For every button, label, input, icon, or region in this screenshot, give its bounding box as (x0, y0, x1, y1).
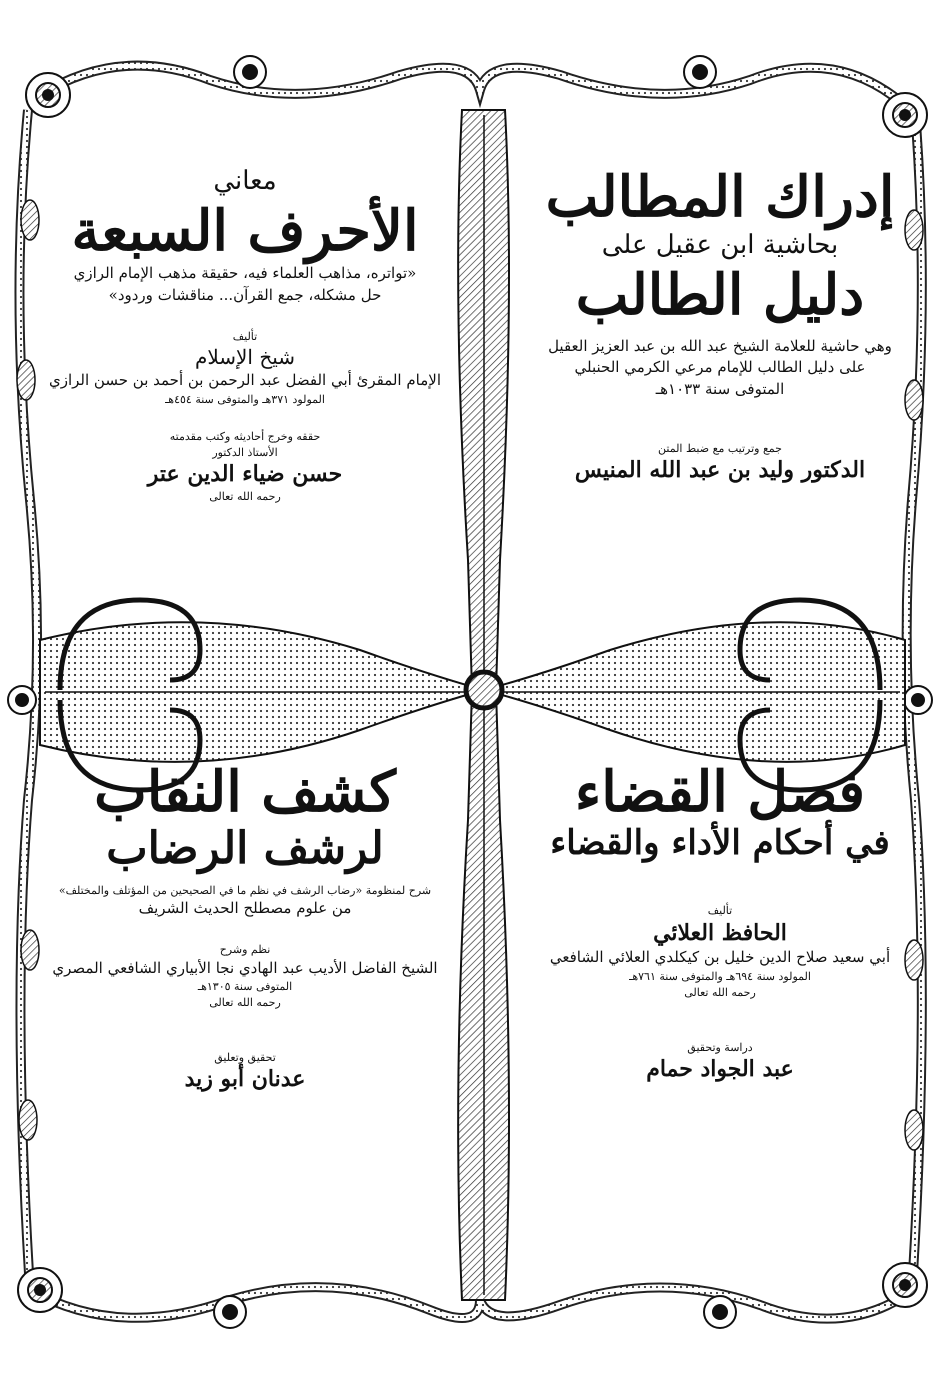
book-title: كشف النقاب (94, 759, 396, 825)
author-dates: المتوفى سنة ١٣٠٥هـ (197, 980, 293, 994)
book-title: فصل القضاء (574, 759, 866, 825)
author-name: أبي سعيد صلاح الدين خليل بن كيكلدي العلائي الشافعي (549, 948, 891, 967)
book-description-line: من علوم مصطلح الحديث الشريف (138, 899, 352, 918)
book-title: الأحرف السبعة (71, 197, 419, 264)
author-name: الشيخ الفاضل الأديب عبد الهادي نجا الأبياري الشافعي المصري (52, 958, 438, 977)
book-description-line: المتوفى سنة ١٠٣٣هـ (655, 380, 785, 399)
author-credit: تأليف (232, 329, 258, 343)
book-title-2: دليل الطالب (575, 262, 865, 329)
author-dates: المولود ٣٧١هـ والمتوفى سنة ٤٥٤هـ (165, 392, 325, 406)
author-note: رحمه الله تعالى (209, 995, 281, 1009)
book-maani-al-ahruf (45, 165, 445, 635)
editor-credit: تحقيق وتعليق (214, 1051, 276, 1065)
editor-credit: دراسة وتحقيق (687, 1041, 753, 1054)
editor-name: عبد الجواد حمام (646, 1056, 794, 1083)
book-kashf-al-niqab (45, 760, 445, 1280)
book-pre-title: معاني (213, 166, 277, 196)
author-credit: تأليف (707, 904, 733, 918)
book-idrak-al-matalib (520, 165, 920, 635)
editor-name: عدنان أبو زيد (184, 1066, 306, 1093)
editor-name: حسن ضياء الدين عتر (147, 461, 343, 487)
editor-credit: جمع وترتيب مع ضبط المتن (658, 441, 782, 455)
editor-credit: حققه وخرج أحاديثه وكتب مقدمته (169, 430, 321, 444)
book-title: إدراك المطالب (545, 164, 895, 230)
border-vine-top (40, 66, 910, 110)
book-description-line: وهي حاشية للعلامة الشيخ عبد الله بن عبد العزيز العقيل (548, 336, 892, 355)
author-title: الحافظ العلائي (653, 919, 787, 946)
book-subtitle: في أحكام الأداء والقضاء (550, 823, 890, 864)
author-dates: المولود سنة ٦٩٤هـ والمتوفى سنة ٧٦١هـ (629, 970, 811, 984)
editor-note: رحمه الله تعالى (209, 489, 281, 503)
author-note: رحمه الله تعالى (684, 985, 756, 999)
author-title: شيخ الإسلام (194, 345, 296, 370)
author-credit: نظم وشرح (219, 943, 271, 957)
author-name: الإمام المقرئ أبي الفضل عبد الرحمن بن أحمد بن حسن الرازي (49, 371, 441, 390)
book-subtitle: لرشف الرضاب (106, 823, 384, 875)
editor-name: الدكتور وليد بن عبد الله المنيس (574, 457, 866, 484)
book-subtitle: بحاشية ابن عقيل على (601, 230, 839, 261)
book-description-line: على دليل الطالب للإمام مرعي الكرمي الحنبلي (574, 358, 866, 377)
book-description-line: شرح لمنظومة «رضاب الرشف في نظم ما في الصحيحين من المؤتلف والمختلف» (58, 883, 432, 897)
book-description-line: «تواتره، مذاهب العلماء فيه، حقيقة مذهب الإمام الرازي (73, 264, 417, 283)
editor-title: الأستاذ الدكتور (212, 445, 278, 459)
book-description-line: حل مشكله، جمع القرآن... مناقشات وردود» (108, 285, 382, 304)
book-fasl-al-qada (520, 760, 920, 1280)
